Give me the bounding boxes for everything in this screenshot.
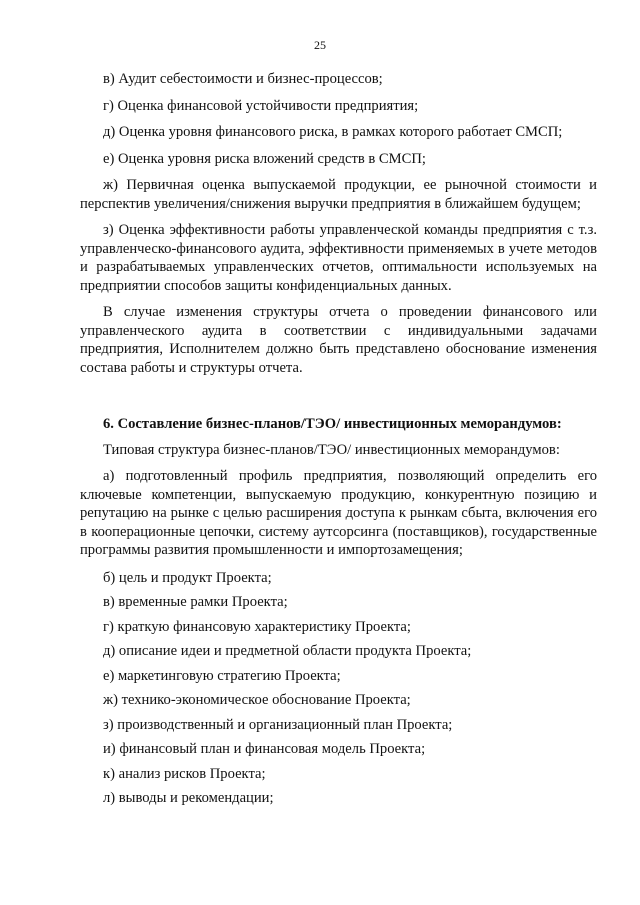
list-item: з) производственный и организационный план Проекта; [103,716,453,733]
list-item: д) описание идеи и предметной области продукта Проекта; [103,643,472,659]
section-heading: 6. Составление бизнес-планов/ТЭО/ инвестиционных меморандумов: [103,416,562,432]
list-item: в) Аудит себестоимости и бизнес-процессов; [103,71,383,87]
list-item: з) Оценка эффективности работы управленческой команды предприятия с т.з. управленческо-финансового аудита, эффективности применяемых в учете методов и разрабатываемых управленческих отчетов, оптимальности используемых на предприятии способов защиты конфиденциальных данных. [80,222,597,294]
list-item: ж) технико-экономическое обоснование Проекта; [103,692,411,708]
list-item: л) выводы и рекомендации; [103,790,274,806]
list-item: в) временные рамки Проекта; [103,594,288,610]
list-item: е) маркетинговую стратегию Проекта; [103,667,341,684]
list-item: б) цель и продукт Проекта; [103,569,272,586]
list-item: г) Оценка финансовой устойчивости предприятия; [103,97,419,114]
document-body [80,70,597,808]
list-item: д) Оценка уровня финансового риска, в рамках которого работает СМСП; [103,124,563,140]
list-item: а) подготовленный профиль предприятия, позволяющий определить его ключевые компетенции, выпускаемую продукцию, конкурентную позицию и репутацию на рынке с целью расширения доступа к рынкам сбыта, включения его в кооперационные цепочки, систему аутсорсинга (поставщиков), государственные программы развития промышленности и импортозамещения; [80,468,597,558]
section-intro: Типовая структура бизнес-планов/ТЭО/ инвестиционных меморандумов: [103,441,560,458]
list-item: к) анализ рисков Проекта; [103,765,266,782]
list-item: ж) Первичная оценка выпускаемой продукции, ее рыночной стоимости и перспектив увеличения/снижения выручки предприятия в ближайшем будущем; [80,177,597,212]
audit-note-paragraph: В случае изменения структуры отчета о проведении финансового или управленческого аудита в соответствии с индивидуальными задачами предприятия, Исполнителем должно быть представлено обоснование изменения состава работы и структуры отчета. [80,304,597,376]
page-number: 25 [314,38,326,52]
list-item: и) финансовый план и финансовая модель Проекта; [103,741,426,757]
list-item: е) Оценка уровня риска вложений средств в СМСП; [103,150,426,167]
list-item: г) краткую финансовую характеристику Проекта; [103,618,411,635]
